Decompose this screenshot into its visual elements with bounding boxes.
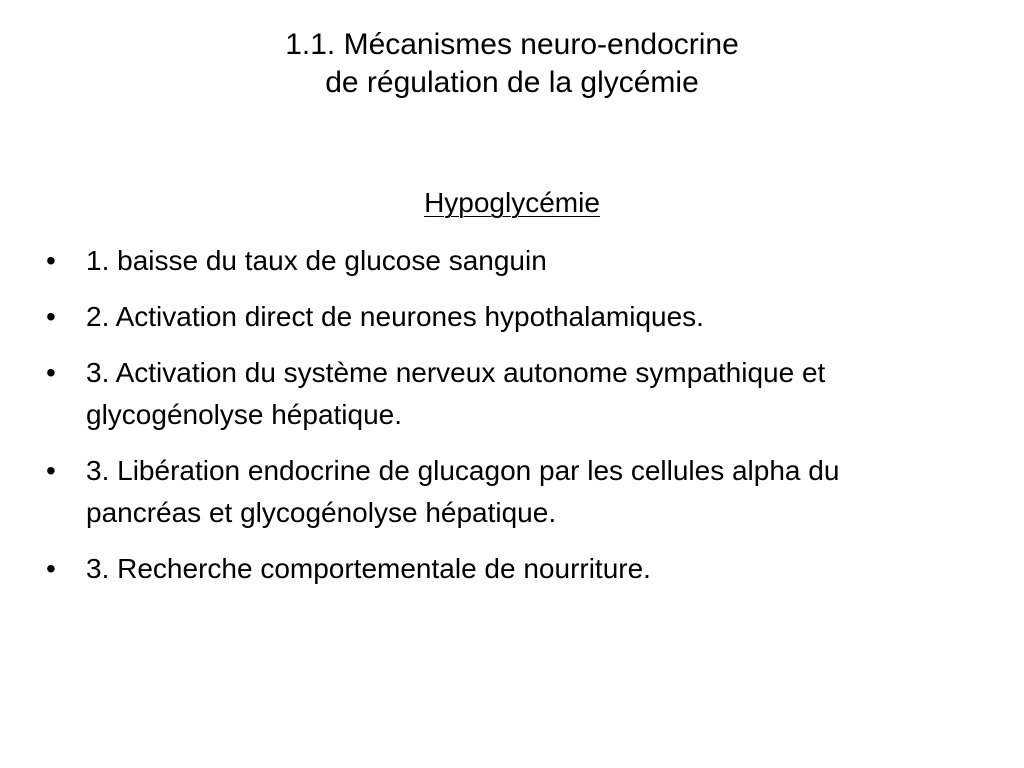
bullet-list: [38, 240, 938, 604]
bullet-icon: •: [46, 301, 56, 332]
bullet-text-3: 3. Activation du système nerveux autonome sympathique et glycogénolyse hépatique.: [86, 357, 826, 430]
bullet-item-5: [38, 548, 938, 590]
slide-title-line-2: de régulation de la glycémie: [325, 66, 699, 99]
bullet-icon: •: [46, 357, 56, 388]
bullet-item-3: [38, 352, 938, 436]
bullet-item-2: [38, 296, 938, 338]
bullet-icon: •: [46, 245, 56, 276]
slide-title: [60, 26, 964, 102]
section-heading-text: Hypoglycémie: [424, 187, 600, 218]
bullet-item-4: [38, 450, 938, 534]
bullet-text-1: 1. baisse du taux de glucose sanguin: [86, 245, 547, 276]
slide-title-line-1: 1.1. Mécanismes neuro-endocrine: [285, 28, 739, 61]
bullet-text-4: 3. Libération endocrine de glucagon par les cellules alpha du pancréas et glycogénolyse hépatique.: [86, 455, 840, 528]
bullet-icon: •: [46, 455, 56, 486]
bullet-text-2: 2. Activation direct de neurones hypothalamiques.: [86, 301, 704, 332]
bullet-text-5: 3. Recherche comportementale de nourriture.: [86, 553, 651, 584]
bullet-item-1: [38, 240, 938, 282]
bullet-icon: •: [46, 553, 56, 584]
section-heading: [60, 183, 964, 223]
